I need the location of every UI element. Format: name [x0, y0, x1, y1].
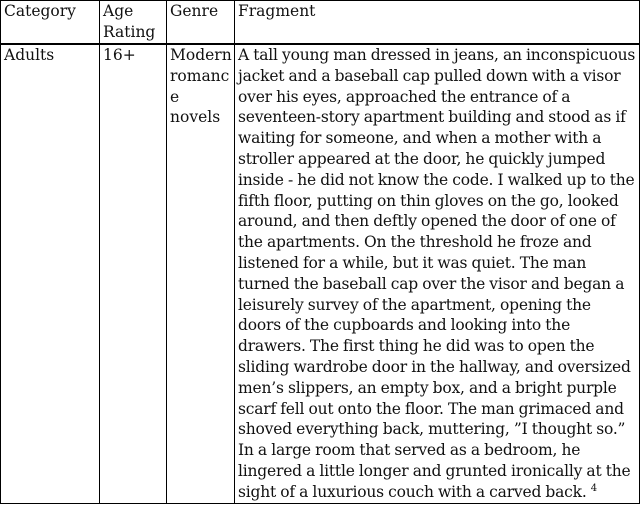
- fragment-text: A tall young man dressed in jeans, an inconspicuous jacket and a baseball cap pulled down with a visor over his eyes, approached the entrance of a seventeen-story apartment building and stood as if waiting for someone, and when a mother with a stroller appeared at the door, he quickly jumped inside - he did not know the code. I walked up to the fifth floor, putting on thin gloves on the go, looked around, and then deftly opened the door of one of the apartments. On the threshold he froze and listened for a while, but it was quiet. The man turned the baseball cap over the visor and began a leisurely survey of the apartment, opening the doors of the cupboards and looking into the drawers. The first thing he did was to open the sliding wardrobe door in the hallway, and oversized men’s slippers, an empty box, and a bright purple scarf fell out onto the floor. The man grimaced and shoved everything back, muttering, ”I thought so.” In a large room that served as a bedroom, he lingered a little longer and grunted ironically at the sight of a luxurious couch with a carved back.: [238, 46, 636, 501]
- header-age-rating: Age Rating: [100, 1, 167, 45]
- header-row: [1, 1, 640, 45]
- cell-fragment: [235, 44, 640, 503]
- footnote-marker[interactable]: 4: [590, 482, 597, 494]
- cell-genre: Modern romance novels: [167, 44, 235, 503]
- table-row: [1, 44, 640, 503]
- cell-category: Adults: [1, 44, 100, 503]
- cell-age-rating: 16+: [100, 44, 167, 503]
- header-genre: Genre: [167, 1, 235, 45]
- header-fragment: Fragment: [235, 1, 640, 45]
- header-category: Category: [1, 1, 100, 45]
